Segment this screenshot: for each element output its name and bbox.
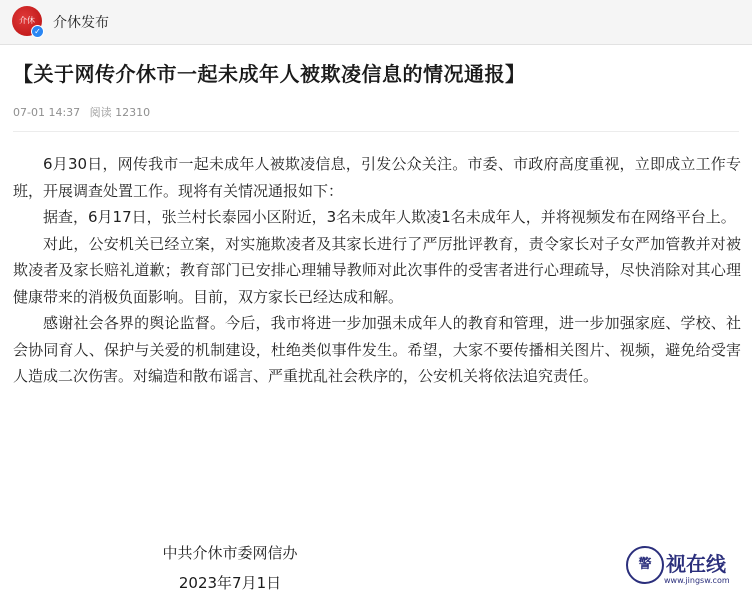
watermark-text: 视在线 (666, 552, 726, 576)
paragraph: 6月30日，网传我市一起未成年人被欺凌信息，引发公众关注。市委、市政府高度重视，立即成立工作专班，开展调查处置工作。现将有关情况通报如下： (13, 155, 741, 200)
article-body (13, 151, 741, 390)
divider (13, 131, 739, 132)
avatar[interactable] (12, 6, 42, 36)
top-bar (0, 0, 752, 45)
paragraph: 感谢社会各界的舆论监督。今后，我市将进一步加强未成年人的教育和管理，进一步加强家庭、学校、社会协同育人、保护与关爱的机制建设，杜绝类似事件发生。希望，大家不要传播相关图片、视频，避免给受害人造成二次伤害。对编造和散布谣言、严重扰乱社会秩序的，公安机关将依法追究责任。 (13, 314, 741, 385)
signature-org: 中共介休市委网信办 (162, 544, 298, 562)
signature (0, 540, 460, 597)
paragraph: 对此，公安机关已经立案，对实施欺凌者及其家长进行了严厉批评教育，责令家长对子女严加管教并对被欺凌者及家长赔礼道歉；教育部门已安排心理辅导教师对此次事件的受害者进行心理疏导，尽快消除对其心理健康带来的消极负面影响。目前，双方家长已经达成和解。 (13, 234, 741, 306)
watermark-logo (626, 546, 746, 590)
avatar-logo: 介休 (12, 6, 42, 36)
paragraph: 据查，6月17日，张兰村长泰园小区附近，3名未成年人欺凌1名未成年人，并将视频发布在网络平台上。 (43, 208, 736, 226)
verified-badge-icon: ✓ (31, 25, 44, 38)
account-name[interactable]: 介休发布 (53, 15, 109, 31)
article-title: 【关于网传介休市一起未成年人被欺凌信息的情况通报】 (13, 62, 526, 86)
watermark-url: www.jingsw.com (664, 576, 730, 585)
article-meta (13, 104, 156, 120)
publish-time: 07-01 14:37 (13, 106, 81, 119)
police-seal-icon: 警 (626, 546, 664, 584)
signature-date: 2023年7月1日 (178, 574, 282, 592)
read-count: 阅读 12310 (89, 106, 151, 119)
